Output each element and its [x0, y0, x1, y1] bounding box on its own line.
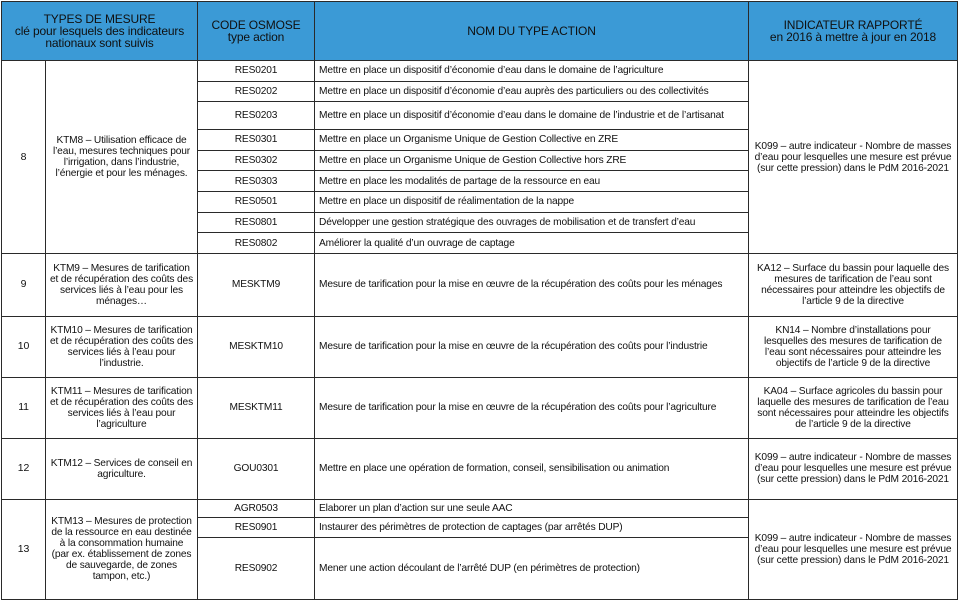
header-indicateur-subtitle: en 2016 à mettre à jour en 2018: [769, 30, 937, 44]
osmose-code: RES0802: [198, 233, 315, 254]
osmose-code: RES0203: [198, 102, 315, 130]
reported-indicator: K099 – autre indicateur - Nombre de masses d’eau pour lesquelles une mesure est prévue (sur cette pression) dans le PdM 2016-2021: [749, 438, 958, 499]
osmose-code: RES0303: [198, 171, 315, 192]
header-nom-type-action: [315, 2, 749, 61]
action-name: Instaurer des périmètres de protection de captages (par arrêtés DUP): [315, 518, 749, 538]
header-code-osmose: [198, 2, 315, 61]
measures-table: [1, 1, 958, 600]
measure-number: 11: [2, 377, 46, 438]
reported-indicator: KA12 – Surface du bassin pour laquelle des mesures de tarification de l’eau sont nécessaires pour atteindre les objectifs de l’article 9 de la directive: [749, 254, 958, 317]
header-types-title: TYPES DE MESURE: [43, 12, 156, 26]
measure-type: KTM12 – Services de conseil en agriculture.: [46, 438, 198, 499]
measure-type: KTM9 – Mesures de tarification et de récupération des coûts des services liés à l’eau pour les ménages…: [46, 254, 198, 317]
measure-number: 10: [2, 316, 46, 377]
osmose-code: GOU0301: [198, 438, 315, 499]
measure-type: KTM11 – Mesures de tarification et de récupération des coûts des services liés à l’eau pour l’agriculture: [46, 377, 198, 438]
measure-number: 12: [2, 438, 46, 499]
osmose-code: RES0501: [198, 192, 315, 213]
action-name: Mettre en place un dispositif d’économie d’eau dans le domaine de l’agriculture: [315, 61, 749, 82]
table-row: [2, 438, 958, 499]
header-code-subtitle: type action: [227, 30, 285, 44]
action-name: Mettre en place un dispositif d’économie d’eau dans le domaine de l’industrie et de l’artisanat: [315, 102, 749, 130]
table-row: [2, 254, 958, 317]
osmose-code: RES0202: [198, 81, 315, 102]
header-types-subtitle: clé pour lesquels des indicateurs nationaux sont suivis: [14, 24, 185, 50]
reported-indicator: KN14 – Nombre d’installations pour lesquelles des mesures de tarification de l’eau sont nécessaires pour atteindre les objectifs de l’article 9 de la directive: [749, 316, 958, 377]
action-name: Mettre en place un Organisme Unique de Gestion Collective en ZRE: [315, 130, 749, 151]
measure-number: 8: [2, 61, 46, 254]
table-row: [2, 377, 958, 438]
action-name: Mener une action découlant de l’arrêté DUP (en périmètres de protection): [315, 537, 749, 599]
header-nom-title: NOM DU TYPE ACTION: [467, 24, 596, 38]
action-name: Mettre en place un dispositif d’économie d’eau auprès des particuliers ou des collectivités: [315, 81, 749, 102]
measure-type: KTM13 – Mesures de protection de la ressource en eau destinée à la consommation humaine (par ex. établissement de zones de sauvegarde, de zones tampon, etc.): [46, 499, 198, 599]
action-name: Mettre en place les modalités de partage de la ressource en eau: [315, 171, 749, 192]
osmose-code: MESKTM11: [198, 377, 315, 438]
table-header: [2, 2, 958, 61]
table-row: [2, 499, 958, 518]
table-row: [2, 316, 958, 377]
action-name: Mesure de tarification pour la mise en œuvre de la récupération des coûts pour l’industrie: [315, 316, 749, 377]
measure-number: 13: [2, 499, 46, 599]
osmose-code: AGR0503: [198, 499, 315, 518]
osmose-code: RES0201: [198, 61, 315, 82]
osmose-code: RES0902: [198, 537, 315, 599]
osmose-code: RES0302: [198, 150, 315, 171]
header-code-title: CODE OSMOSE: [211, 18, 301, 32]
osmose-code: MESKTM10: [198, 316, 315, 377]
header-indicateur: [749, 2, 958, 61]
header-types-de-mesure: [2, 2, 198, 61]
reported-indicator: K099 – autre indicateur - Nombre de masses d’eau pour lesquelles une mesure est prévue (sur cette pression) dans le PdM 2016-2021: [749, 61, 958, 254]
action-name: Améliorer la qualité d’un ouvrage de captage: [315, 233, 749, 254]
reported-indicator: K099 – autre indicateur - Nombre de masses d’eau pour lesquelles une mesure est prévue (sur cette pression) dans le PdM 2016-2021: [749, 499, 958, 599]
action-name: Mettre en place un Organisme Unique de Gestion Collective hors ZRE: [315, 150, 749, 171]
table-body: [2, 61, 958, 600]
header-indicateur-title: INDICATEUR RAPPORTÉ: [783, 18, 923, 32]
reported-indicator: KA04 – Surface agricoles du bassin pour laquelle des mesures de tarification de l’eau sont nécessaires pour atteindre les objectifs de l’article 9 de la directive: [749, 377, 958, 438]
action-name: Mettre en place un dispositif de réalimentation de la nappe: [315, 192, 749, 213]
osmose-code: RES0901: [198, 518, 315, 538]
header-row: [2, 2, 958, 61]
action-name: Développer une gestion stratégique des ouvrages de mobilisation et de transfert d’eau: [315, 212, 749, 233]
measure-type: KTM10 – Mesures de tarification et de récupération des coûts des services liés à l’eau pour l’industrie.: [46, 316, 198, 377]
osmose-code: RES0801: [198, 212, 315, 233]
action-name: Mesure de tarification pour la mise en œuvre de la récupération des coûts pour les ménages: [315, 254, 749, 317]
osmose-code: MESKTM9: [198, 254, 315, 317]
measure-number: 9: [2, 254, 46, 317]
action-name: Mesure de tarification pour la mise en œuvre de la récupération des coûts pour l’agriculture: [315, 377, 749, 438]
osmose-code: RES0301: [198, 130, 315, 151]
table-row: [2, 61, 958, 82]
action-name: Elaborer un plan d’action sur une seule AAC: [315, 499, 749, 518]
action-name: Mettre en place une opération de formation, conseil, sensibilisation ou animation: [315, 438, 749, 499]
measure-type: KTM8 – Utilisation efficace de l’eau, mesures techniques pour l’irrigation, dans l’industrie, l’énergie et pour les ménages.: [46, 61, 198, 254]
